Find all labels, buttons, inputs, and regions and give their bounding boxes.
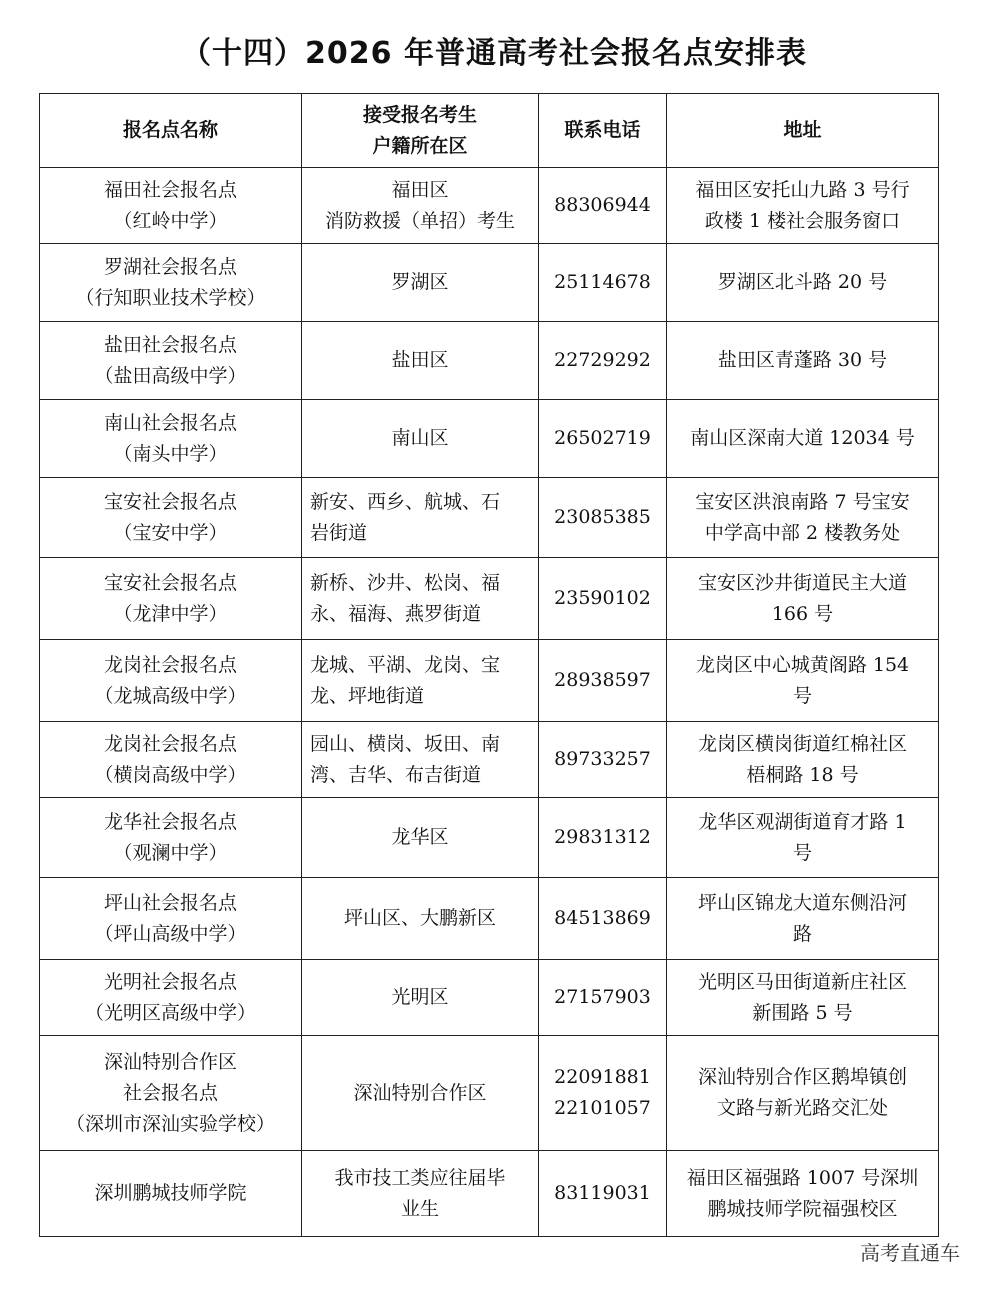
header-district: 接受报名考生 户籍所在区 (302, 94, 539, 168)
cell-phone (539, 400, 667, 478)
address-line: 166 号 (771, 602, 834, 625)
address-line: 梧桐路 18 号 (746, 763, 859, 786)
district-line: 龙华区 (391, 826, 449, 848)
header-row (40, 94, 939, 168)
table-row (40, 1151, 939, 1237)
district-line: 盐田区 (391, 349, 449, 371)
name-line: （坪山高级中学） (94, 922, 247, 945)
table-row (40, 244, 939, 322)
cell-phone (539, 558, 667, 640)
cell-phone (539, 878, 667, 960)
district-line: 永、福海、燕罗街道 (310, 602, 482, 625)
cell-district (302, 400, 539, 478)
table-row (40, 400, 939, 478)
cell-address (667, 640, 939, 722)
cell-name (40, 960, 302, 1036)
table-row (40, 168, 939, 244)
name-line: （龙城高级中学） (94, 684, 247, 707)
cell-address (667, 322, 939, 400)
header-name: 报名点名称 (40, 94, 302, 168)
table-row (40, 722, 939, 798)
district-line: 坪山区、大鹏新区 (343, 907, 496, 929)
cell-phone (539, 960, 667, 1036)
cell-name (40, 478, 302, 558)
district-line: 业生 (400, 1197, 439, 1220)
address-line: 福田区安托山九路 3 号行 (695, 178, 910, 201)
cell-name (40, 168, 302, 244)
table-row (40, 878, 939, 960)
district-line: 福田区 (391, 178, 449, 201)
district-line: 罗湖区 (391, 271, 449, 293)
address-line: 宝安区洪浪南路 7 号宝安 (695, 490, 910, 513)
district-line: 南山区 (391, 427, 449, 449)
cell-district (302, 478, 539, 558)
cell-phone (539, 244, 667, 322)
cell-district (302, 244, 539, 322)
cell-name (40, 244, 302, 322)
name-line: 龙华社会报名点 (103, 810, 237, 833)
name-line: 坪山社会报名点 (103, 891, 237, 914)
cell-phone (539, 322, 667, 400)
cell-phone (539, 722, 667, 798)
table-row (40, 558, 939, 640)
address-line: 盐田区青蓬路 30 号 (717, 349, 888, 371)
name-line: （宝安中学） (113, 521, 228, 544)
cell-district (302, 798, 539, 878)
phone-line: 23085385 (554, 506, 651, 528)
cell-name (40, 322, 302, 400)
address-line: 政楼 1 楼社会服务窗口 (704, 209, 901, 232)
phone-line: 25114678 (554, 271, 651, 293)
name-line: 光明社会报名点 (103, 970, 237, 993)
phone-line: 89733257 (554, 748, 651, 770)
name-line: 福田社会报名点 (103, 178, 237, 201)
address-line: 深汕特别合作区鹅埠镇创 (697, 1066, 907, 1088)
header-phone: 联系电话 (539, 94, 667, 168)
phone-line: 88306944 (554, 194, 651, 216)
cell-district (302, 640, 539, 722)
address-line: 新围路 5 号 (752, 1001, 853, 1024)
name-line: 宝安社会报名点 (103, 490, 237, 513)
address-line: 宝安区沙井街道民主大道 (697, 571, 907, 594)
name-line: 深汕特别合作区 (103, 1050, 237, 1073)
phone-line: 26502719 (554, 427, 651, 449)
cell-address (667, 1151, 939, 1237)
cell-name (40, 1036, 302, 1151)
district-line: 新安、西乡、航城、石 (310, 490, 501, 513)
address-line: 龙华区观湖街道育才路 1 (698, 810, 907, 833)
cell-district (302, 168, 539, 244)
name-line: 宝安社会报名点 (103, 571, 237, 594)
district-line: 龙、坪地街道 (310, 684, 425, 707)
district-line: 龙城、平湖、龙岗、宝 (310, 653, 501, 676)
cell-district (302, 1151, 539, 1237)
phone-line: 27157903 (554, 986, 651, 1008)
cell-address (667, 244, 939, 322)
header-address: 地址 (667, 94, 939, 168)
cell-district (302, 558, 539, 640)
cell-address (667, 168, 939, 244)
name-line: （行知职业技术学校） (75, 286, 266, 309)
name-line: （红岭中学） (113, 209, 228, 232)
address-line: 罗湖区北斗路 20 号 (717, 271, 888, 293)
cell-address (667, 400, 939, 478)
cell-name (40, 558, 302, 640)
address-line: 南山区深南大道 12034 号 (690, 427, 915, 449)
registration-table (39, 93, 939, 1237)
name-line: （盐田高级中学） (94, 364, 247, 387)
table-row (40, 478, 939, 558)
name-line: 盐田社会报名点 (103, 333, 237, 356)
phone-line: 29831312 (554, 826, 651, 848)
cell-address (667, 878, 939, 960)
address-line: 号 (792, 684, 812, 707)
district-line: 湾、吉华、布吉街道 (310, 763, 482, 786)
name-line: （观澜中学） (113, 841, 228, 864)
address-line: 文路与新光路交汇处 (716, 1097, 888, 1119)
cell-address (667, 722, 939, 798)
cell-address (667, 478, 939, 558)
cell-name (40, 400, 302, 478)
cell-district (302, 322, 539, 400)
cell-address (667, 798, 939, 878)
address-line: 号 (792, 841, 812, 864)
address-line: 坪山区锦龙大道东侧沿河 (697, 891, 907, 914)
name-line: 龙岗社会报名点 (103, 653, 237, 676)
phone-line: 83119031 (554, 1182, 651, 1204)
cell-district (302, 878, 539, 960)
name-line: 南山社会报名点 (103, 411, 237, 434)
cell-district (302, 1036, 539, 1151)
cell-phone (539, 640, 667, 722)
phone-line: 23590102 (554, 587, 651, 609)
address-line: 龙岗区中心城黄阁路 154 (695, 653, 910, 676)
phone-line: 28938597 (554, 669, 651, 691)
name-line: （横岗高级中学） (94, 763, 247, 786)
name-line: 社会报名点 (122, 1081, 218, 1104)
district-line: 我市技工类应往届毕 (334, 1166, 506, 1189)
table-body (40, 168, 939, 1237)
cell-phone (539, 1036, 667, 1151)
address-line: 中学高中部 2 楼教务处 (704, 521, 901, 544)
phone-line: 84513869 (554, 907, 651, 929)
cell-name (40, 798, 302, 878)
cell-name (40, 1151, 302, 1237)
table-row (40, 640, 939, 722)
district-line: 深汕特别合作区 (353, 1081, 487, 1104)
table-row (40, 798, 939, 878)
cell-phone (539, 168, 667, 244)
name-line: （深圳市深汕实验学校） (65, 1112, 275, 1135)
cell-address (667, 558, 939, 640)
cell-phone (539, 1151, 667, 1237)
watermark-text: 高考直通车 (860, 1241, 960, 1265)
page-title: （十四）2026 年普通高考社会报名点安排表 (181, 36, 807, 71)
district-line: 新桥、沙井、松岗、福 (310, 571, 501, 594)
phone-line: 22101057 (554, 1097, 651, 1119)
name-line: （龙津中学） (113, 602, 228, 625)
district-line: 光明区 (391, 986, 449, 1008)
cell-name (40, 640, 302, 722)
address-line: 鹏城技师学院福强校区 (707, 1197, 898, 1220)
table-row (40, 1036, 939, 1151)
name-line: 深圳鹏城技师学院 (94, 1182, 247, 1204)
table-row (40, 322, 939, 400)
table-row (40, 960, 939, 1036)
district-line: 消防救援（单招）考生 (324, 209, 515, 232)
name-line: （南头中学） (113, 442, 228, 465)
address-line: 龙岗区横岗街道红棉社区 (697, 732, 907, 755)
address-line: 路 (792, 922, 812, 945)
address-line: 光明区马田街道新庄社区 (697, 970, 907, 993)
cell-name (40, 878, 302, 960)
district-line: 园山、横岗、坂田、南 (310, 732, 501, 755)
name-line: 罗湖社会报名点 (103, 255, 237, 278)
cell-address (667, 960, 939, 1036)
cell-district (302, 722, 539, 798)
address-line: 福田区福强路 1007 号深圳 (686, 1166, 919, 1189)
name-line: 龙岗社会报名点 (103, 732, 237, 755)
cell-district (302, 960, 539, 1036)
cell-name (40, 722, 302, 798)
cell-phone (539, 478, 667, 558)
name-line: （光明区高级中学） (84, 1001, 256, 1024)
cell-address (667, 1036, 939, 1151)
phone-line: 22091881 (554, 1066, 651, 1088)
district-line: 岩街道 (310, 521, 368, 544)
phone-line: 22729292 (554, 349, 651, 371)
cell-phone (539, 798, 667, 878)
